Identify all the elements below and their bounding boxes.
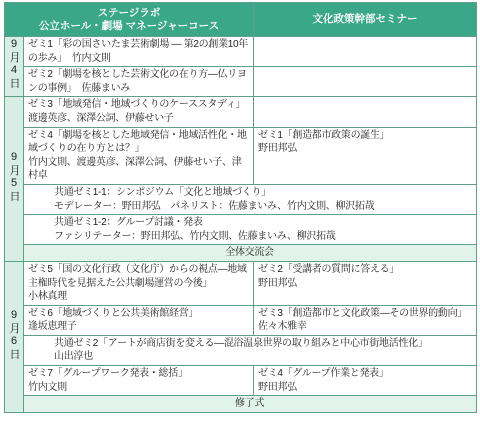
date-label: 9月6日 — [8, 308, 20, 361]
table-row — [5, 261, 477, 305]
table-row — [5, 37, 477, 67]
session-lecturer: 逢坂恵理子 — [28, 321, 77, 333]
common-session-title: 共通ゼミ2「アートが商店街を変える―混浴温泉世界の取り組みと中心市街地活性化」 — [54, 337, 428, 349]
stage-lab-session-cell — [24, 67, 254, 97]
table-row — [5, 305, 477, 335]
session-lecturer: 小林真理 — [28, 291, 67, 303]
event-label: 修了式 — [234, 398, 265, 410]
session-lecturer: 佐々木雅幸 — [258, 321, 307, 333]
session-lecturer: 竹内文則 — [71, 52, 111, 64]
session-lecturer: 野田邦弘 — [258, 277, 297, 289]
seminar-session-cell-empty — [254, 67, 477, 97]
common-session-cell — [24, 184, 477, 214]
session-title: ゼミ3「創造都市と文化政策―その世界的動向」 — [258, 307, 467, 319]
session-title: ゼミ2「受講者の質問に答える」 — [258, 263, 400, 275]
common-session-detail: 山出淳也 — [54, 351, 93, 363]
course-header-line2: 公立ホール・劇場 マネージャーコース — [38, 19, 220, 32]
event-cell — [24, 396, 477, 413]
session-title: ゼミ3「地域発信・地域づくりのケーススタディ」 — [28, 99, 246, 111]
session-lecturer: 竹内文則、渡邊英彦、深澤公詞、伊藤せい子、津村卓 — [28, 156, 242, 182]
date-cell-day3 — [5, 261, 24, 412]
stage-lab-session-cell — [24, 37, 254, 67]
common-session-title: 共通ゼミ1-1：シンポジウム「文化と地域づくり」 — [54, 186, 271, 198]
seminar-session-cell — [254, 366, 477, 396]
session-title: ゼミ4「劇場を核とした地域発信・地域活性化・地域づくりの在り方とは？」 — [28, 129, 247, 155]
session-title: ゼミ4「グループ作業と発表」 — [258, 368, 389, 380]
course-header-seminar — [254, 3, 477, 37]
table-row — [5, 127, 477, 184]
stage-lab-session-cell — [24, 261, 254, 305]
table-row — [5, 184, 477, 214]
session-lecturer: 渡邊英彦、深澤公詞、伊藤せい子 — [28, 112, 174, 124]
stage-lab-session-cell — [24, 366, 254, 396]
common-session-cell — [24, 215, 477, 245]
seminar-session-cell — [254, 261, 477, 305]
seminar-session-cell — [254, 305, 477, 335]
table-row — [5, 245, 477, 262]
date-label: 9月5日 — [8, 150, 20, 203]
seminar-session-cell-empty — [254, 97, 477, 127]
session-lecturer: 竹内文則 — [28, 381, 67, 393]
seminar-session-cell — [254, 127, 477, 184]
table-row — [5, 396, 477, 413]
session-lecturer: 野田邦弘 — [258, 381, 297, 393]
session-title: ゼミ6「地域づくりと公共美術館経営」 — [28, 307, 199, 319]
event-label: 全体交流会 — [225, 247, 274, 259]
table-row — [5, 97, 477, 127]
header-row — [5, 3, 477, 37]
course-header-seminar-title: 文化政策幹部セミナー — [312, 13, 418, 25]
common-session-title: 共通ゼミ1-2：グループ討議・発表 — [54, 217, 203, 229]
session-title: ゼミ1「彩の国さいたま芸術劇場 ― 第2の創業10年の歩み」 — [28, 39, 249, 64]
event-cell — [24, 245, 477, 262]
seminar-session-cell-empty — [254, 37, 477, 67]
stage-lab-session-cell — [24, 127, 254, 184]
table-row — [5, 67, 477, 97]
schedule-table — [4, 2, 477, 413]
common-session-detail: ファシリテーター：野田邦弘、竹内文則、佐藤まいみ、柳沢拓哉 — [54, 230, 336, 242]
date-label: 9月4日 — [8, 38, 20, 91]
course-header-stage-lab — [5, 3, 254, 37]
common-session-detail: モデレーター：野田邦弘 パネリスト：佐藤まいみ、竹内文則、柳沢拓哉 — [54, 200, 375, 212]
date-cell-day2 — [5, 97, 24, 262]
table-row — [5, 366, 477, 396]
session-title: ゼミ1「創造都市政策の誕生」 — [258, 129, 390, 141]
common-session-cell — [24, 335, 477, 365]
table-row — [5, 215, 477, 245]
course-header-line1: ステージラボ — [97, 6, 161, 19]
session-title: ゼミ2「劇場を核とした芸術文化の在り方―仏リヨンの事例」 — [28, 69, 247, 94]
session-title: ゼミ7「グループワーク発表・総括」 — [28, 368, 188, 380]
session-lecturer: 佐藤まいみ — [81, 82, 130, 94]
session-lecturer: 野田邦弘 — [258, 143, 297, 155]
date-cell-day1 — [5, 37, 24, 97]
session-title: ゼミ5「国の文化行政（文化庁）からの視点―地域主権時代を見据えた公共劇場運営の今後」 — [28, 263, 247, 289]
table-row — [5, 335, 477, 365]
stage-lab-session-cell — [24, 305, 254, 335]
stage-lab-session-cell — [24, 97, 254, 127]
